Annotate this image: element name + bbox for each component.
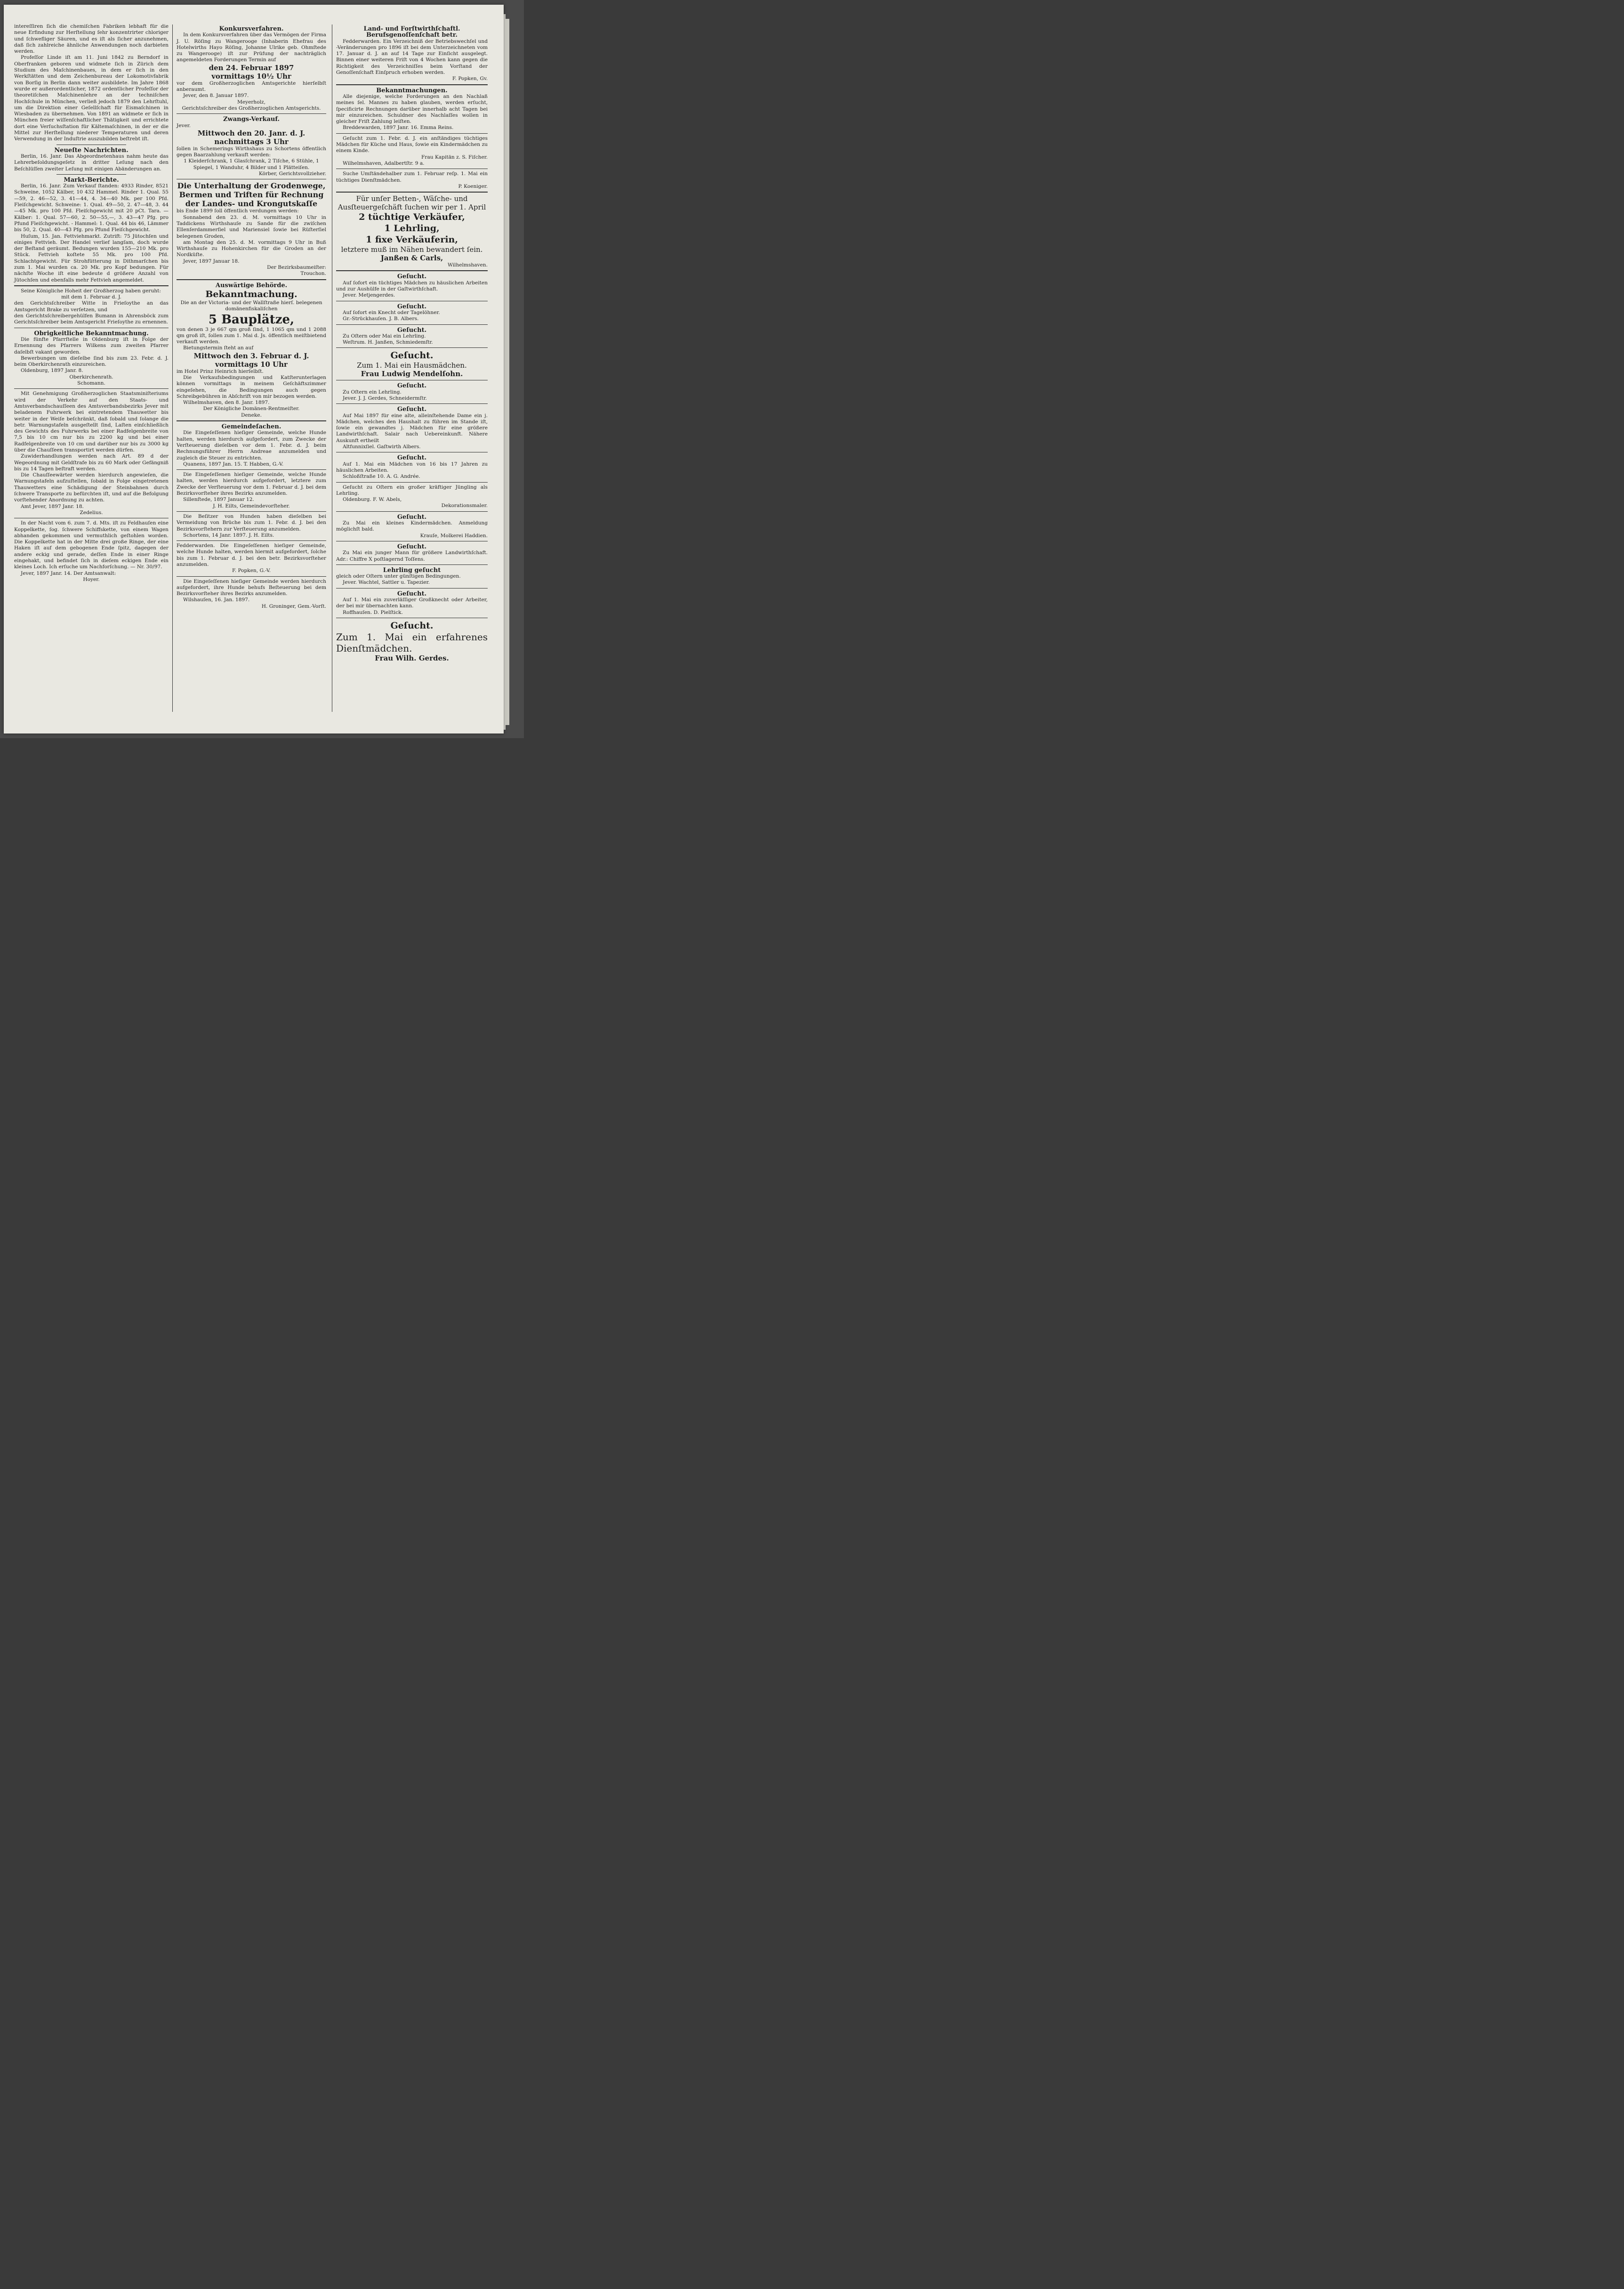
page-edge (506, 19, 509, 725)
text-line: den Gerichtsſchreiber Witte in Frieſoythe an das Amtsgericht Brake zu verſetzen, und (14, 300, 169, 313)
text-line: vor dem Großherzoglichen Amtsgerichte hierſelbſt anberaumt. (177, 80, 326, 93)
text-line: von denen 3 je 667 qm groß ſind, 1 1065 qm und 1 2088 qm groß iſt, ſollen zum 1. Mai d. Js. öffentlich meiſtbietend verkauft werden. (177, 326, 326, 345)
text-line: Auf ſofort ein tüchtiges Mädchen zu häuslichen Arbeiten und zur Aushülfe in der Gaſtwirthſchaft. (336, 280, 488, 292)
rule-divider (336, 482, 488, 483)
text-line: Auf 1. Mai ein zuverläſſiger Großknecht oder Arbeiter, der bei mir übernachten kann. (336, 597, 488, 609)
rule-divider (177, 469, 326, 470)
text-line: Jever. (177, 122, 191, 129)
rule-divider (336, 133, 488, 134)
text-line: Geſucht zu Oſtern ein großer kräftiger Jüngling als Lehrling. (336, 484, 488, 496)
text-line: ſollen in Schemerings Wirthshaus zu Schortens öffentlich gegen Baarzahlung verkauft werden: (177, 145, 326, 158)
text-line: Breddewarden, 1897 Janr. 16. Emma Reins. (343, 125, 454, 131)
text-line: im Hotel Prinz Heinrich hierſelbſt. (177, 368, 264, 374)
rule-divider (336, 270, 488, 271)
text-line: Schortens, 14 Janr. 1897. J. H. Eilts. (183, 532, 274, 538)
text-line: F. Popken, G.-V. (232, 568, 271, 574)
text-line: Weſtrum. H. Janßen, Schmiedemſtr. (343, 339, 433, 346)
rule-divider (336, 192, 488, 193)
text-line: Wilhelmshaven, Adalbertſtr. 9 a. (343, 160, 425, 166)
text-line: Körber, Gerichtsvollzieher. (258, 171, 326, 177)
text-line: Zu Mai ein junger Mann für größere Landwirthſchaft. Adr.: Chiffre X poſtlagernd Toſſens. (336, 550, 488, 562)
text-line: Dekorationsmaler. (441, 503, 488, 509)
text-line: Die Verkaufsbedingungen und Katſterunterlagen können vormittags in meinem Geſchäftszimmer eingeſehen, die Bedingungen auch gegen Schreibgebühren in Abſchrift von mir bezogen werden. (177, 374, 326, 399)
text-line: In dem Konkursverfahren über das Vermögen der Firma J. U. Röſing zu Wangerooge (Inhaberin Ehefrau des Hotelwirths Hayo Röſing, Johanne Ulrike geb. Ohmſtede zu Wangerooge) iſt zur Prüfung der nachträglich angemeldeten Forderungen Termin auf (177, 32, 326, 63)
text-line: Die fünfte Pfarrſtelle in Oldenburg iſt in Folge der Ernennung des Pfarrers Wilkens zum zweiten Pfarrer daſelbſt vakant geworden. (14, 336, 169, 355)
text-line: intereſſiren ſich die chemiſchen Fabriken lebhaft für die neue Erfindung zur Herſtellung ſehr konzentrirter chloriger und ſchwefliger Säuren, und es iſt als ſicher anzunehmen, daß ſich zahlreiche ähnliche Anwendungen noch darbieten werden. (14, 24, 169, 55)
rule-divider (177, 511, 326, 512)
section-heading: Geſucht. (397, 326, 427, 334)
text-line: Schloßſtraße 10. A. G. Andrée. (343, 474, 420, 480)
newspaper-page (4, 5, 504, 733)
text-line: Sonnabend den 23. d. M. vormittags 10 Uhr in Taddickens Wirthshauſe zu Sande für die zwiſchen Ellenſerdammerſiel und Mariensiel ſowie bei Rüſterſiel belegenen Groden, (177, 214, 326, 239)
scanned-newspaper-page (0, 0, 524, 738)
text-line: Jever, den 8. Januar 1897. (183, 93, 249, 99)
text-line: Die Eingeſeſſenen hieſiger Gemeinde, welche Hunde halten, werden hierdurch aufgefordert, letztere zum Zwecke der Verſteuerung vor dem 1. Februar d. J. bei dem Bezirksvorſteher ihres Bezirks anzumelden. (177, 472, 326, 497)
section-heading: 1 Lehrling, (384, 223, 440, 234)
text-line: Suche Umſtändehalber zum 1. Februar reſp. 1. Mai ein tüchtiges Dienſtmädchen. (336, 171, 488, 183)
rule-divider (14, 388, 169, 389)
rule-divider (177, 113, 326, 114)
text-line: Auf 1. Mai ein Mädchen von 16 bis 17 Jahren zu häuslichen Arbeiten. (336, 461, 488, 473)
column-left (14, 24, 169, 583)
text-line: Trouchon. (300, 271, 326, 277)
text-line: Altfunnixſiel. Gaſtwirth Albers. (343, 444, 421, 450)
section-heading: Geſucht. (397, 273, 427, 281)
text-line: Mittwoch den 20. Janr. d. J. (197, 129, 306, 137)
text-line: Der Königliche Domänen-Rentmeiſter. (203, 406, 300, 412)
section-heading: Land- und Forſtwirthſchaftl. Berufsgenoſſenſchaft betr. (363, 25, 460, 39)
text-line: Jever, 1897 Januar 18. (183, 258, 240, 264)
section-heading: Geſucht. (390, 350, 434, 361)
text-line: nachmittags 3 Uhr (214, 137, 289, 146)
text-line: Profeſſor Linde iſt am 11. Juni 1842 zu Berndorf in Oberfranken geboren und widmete ſich in Zürich dem Studium des Maſchinenbaues, in dem er ſich in den Werkſtätten und dem Zeichenbureau der Lokomotivfabrik von Borſig in Berlin dann weiter ausbildete. Im Jahre 1868 wurde er außerordentlicher, 1872 ordentlicher Profeſſor der theoretiſchen Maſchinenlehre an der techniſchen Hochſchule in München, verließ jedoch 1879 den Lehrſtuhl, um die Direktion einer Geſellſchaft für Eismaſchinen in Wiesbaden zu übernehmen. Von 1891 an widmete er ſich in München freier wiſſenſchaftlicher Thätigkeit und errichtete dort eine Verſuchsſtation für Kältemaſchinen, in der er die Mittel zur Herſtellung niederer Temperaturen und deren Verwendung in der Induſtrie auszubilden beſtrebt iſt. (14, 55, 169, 142)
text-line: Zum 1. Mai ein erfahrenes Dienſtmädchen. (336, 631, 488, 654)
text-line: gleich oder Oſtern unter günſtigen Bedingungen. (336, 573, 461, 580)
text-line: Zu Oſtern ein Lehrling. (343, 389, 402, 395)
rule-divider (336, 403, 488, 404)
text-line: letztere muß im Nähen bewandert ſein. (341, 245, 483, 254)
text-line: Wilshauſen, 16. Jan. 1897. (183, 597, 250, 603)
text-line: 1 Kleiderſchrank, 1 Glasſchrank, 2 Tiſche, 6 Stühle, 1 Spiegel, 1 Wanduhr, 4 Bilder und 1 Plätteiſen. (184, 158, 319, 170)
text-line: Die Chauſſeewärter werden hierdurch angewieſen, die Warnungstafeln aufzuſtellen, ſobald in Folge eingetretenen Thauwetters eine Schädigung der Steinbahnen durch ſchwere Transporte zu befürchten iſt, und auf die Befolgung vorſtehender Anordnung zu achten. (14, 472, 169, 503)
text-line: Amt Jever, 1897 Janr. 18. (21, 503, 84, 509)
rule-divider (336, 511, 488, 512)
text-line: Huſum, 15. Jan. Fettviehmarkt. Zutrift: 75 Jütochſen und einiges Fettvieh. Der Handel verlief langſam, doch wurde der Beſtand geräumt. Bedungen wurden 155—210 Mk. pro Stück. Fettvieh koſtete 55 Mk. pro 100 Pfd. Schlachtgewicht. Für Strohfütterung in Dithmarſchen bis zum 1. Mai wurden ca. 20 Mk. pro Kopf bedungen. Für nächſte Woche iſt eine bedeute d größere Anzahl von Jütochſen und ebenfalls mehr Fettvieh angemeldet. (14, 233, 169, 283)
text-line: Bewerbungen um dieſelbe ſind bis zum 23. Febr. d. J. beim Oberkirchenrath einzureichen. (14, 355, 169, 368)
text-line: Alle diejenige, welche Forderungen an den Nachlaß meines ſel. Mannes zu haben glauben, werden erſucht, ſpecificirte Rechnungen darüber innerhalb acht Tagen bei mir einzureichen. Schuldner des Nachlaſſes wollen in gleicher Friſt Zahlung leiſten. (336, 93, 488, 125)
text-line: Oberkirchenrath. (69, 374, 113, 380)
text-line: Die an der Victoria- und der Wallſtraße hierſ. belegenen domänenfiskaliſchen (180, 299, 322, 312)
rule-divider (336, 324, 488, 325)
text-line: H. Groninger, Gem.-Vorſt. (261, 603, 326, 609)
text-line: Die Eingeſeſſenen hieſiger Gemeinde, welche Hunde halten, werden hierdurch aufgefordert, zum Zwecke der Verſteuerung dieſelben vor dem 1. Febr. d. J. beim Rechnungsführer Herrn Andreae anzumelden und zugleich die Steuer zu entrichten. (177, 430, 326, 461)
text-line: Zuwiderhandlungen werden nach Art. 89 d der Wegeordnung mit Geldſtrafe bis zu 60 Mark oder Gefängniß bis zu 14 Tagen beſtraft werden. (14, 453, 169, 472)
text-line: Zu Mai ein kleines Kindermädchen. Anmeldung möglichſt bald. (336, 520, 488, 532)
text-line: Frau Wilh. Gerdes. (375, 653, 449, 662)
section-heading: Auswärtige Behörde. (215, 282, 288, 289)
section-heading: Geſucht. (397, 303, 427, 310)
text-line: Jever. Metjengerdes. (343, 292, 395, 298)
text-line: Fedderwarden. Ein Verzeichniß der Betriebswechſel und -Veränderungen pro 1896 iſt bei dem Unterzeichneten vom 17. Januar d. J. an auf 14 Tage zur Einſicht ausgelegt. Binnen einer weiteren Friſt von 4 Wochen kann gegen die Richtigkeit des Verzeichniſſes beim Vorſtand der Genoſſenſchaft Einſpruch erhoben werden. (336, 38, 488, 76)
section-heading: Geſucht. (397, 590, 427, 597)
text-line: Der Bezirksbaumeiſter: (267, 265, 326, 271)
text-line: Janßen & Carls, (380, 254, 443, 263)
rule-divider (177, 540, 326, 541)
text-line: Krauſe, Molkerei Haddien. (420, 532, 488, 539)
section-heading: 5 Bauplätze, (208, 312, 295, 327)
text-line: Oldenburg, 1897 Janr. 8. (21, 368, 83, 374)
rule-divider (56, 174, 126, 175)
text-line: Sillenſtede, 1897 Januar 12. (183, 497, 254, 503)
text-line: Jever, 1897 Janr. 14. Der Amtsanwalt: (21, 570, 116, 576)
text-line: vormittags 10 Uhr (215, 360, 288, 369)
section-heading: Geſucht. (397, 406, 427, 413)
text-line: Zum 1. Mai ein Hausmädchen. (357, 361, 467, 370)
text-line: Die Eingeſeſſenen hieſiger Gemeinde werden hierdurch aufgefordert, ihre Hunde behufs Beſteuerung bei dem Bezirksvorſteher ihres Bezirks anzumelden. (177, 578, 326, 597)
text-line: den 24. Februar 1897 (209, 63, 294, 72)
section-heading: Geſucht. (397, 454, 427, 462)
text-line: Mittwoch den 3. Februar d. J. (193, 351, 309, 360)
text-line: Frau Kapitän z. S. Fiſcher. (421, 154, 488, 160)
section-heading: Bekanntmachung. (205, 289, 297, 299)
section-heading: Lehrling geſucht (383, 566, 441, 574)
text-line: In der Nacht vom 6. zum 7. d. Mts. iſt zu Feldhauſen eine Koppelkette, ſog. ſchwere Schiffskette, von einem Wagen abhanden gekommen und vermuthlich geſtohlen worden. Die Koppelkette hat in der Mitte drei große Ringe, der eine Haken iſt auf dem gebogenen Ende ſpitz, dagegen der andere eckig und gerade, deſſen Ende in einer Ringe eingehakt, und befindet ſich in dieſem eckigen Ende ein kleines Loch. Ich erſuche um Nachforſchung. — Nr. 30/97. (14, 520, 169, 570)
rule-divider (14, 285, 169, 286)
text-line: Wilhelmshaven. (447, 262, 488, 268)
section-heading: Gemeindeſachen. (221, 423, 281, 431)
section-heading: Geſucht. (397, 513, 427, 521)
section-heading: Bekanntmachungen. (376, 87, 448, 94)
text-line: Berlin, 16. Janr. Das Abgeordnetenhaus nahm heute das Lehrerbeſoldungsgeſetz in dritter Leſung nach den Beſchlüſſen zweiter Leſung mit einigen Abänderungen an. (14, 153, 169, 172)
text-line: vormittags 10½ Uhr (211, 72, 291, 81)
section-heading: Geſucht. (397, 382, 427, 390)
text-line: Für unſer Betten-, Wäſche- und Ausſteuergeſchäft ſuchen wir per 1. April (338, 194, 486, 212)
rule-divider (336, 564, 488, 565)
text-line: Deneke. (241, 412, 262, 418)
text-line: bis Ende 1899 ſoll öffentlich verdungen werden: (177, 208, 299, 214)
section-heading: Geſucht. (397, 543, 427, 550)
section-heading: Zwangs-Verkauf. (223, 116, 280, 123)
section-heading: Konkursverfahren. (219, 25, 284, 32)
section-heading: Neueſte Nachrichten. (54, 146, 129, 154)
text-line: mit dem 1. Februar d. J. (61, 294, 121, 300)
section-heading: Markt-Berichte. (64, 176, 119, 184)
rule-divider (177, 576, 326, 577)
text-line: Gerichtsſchreiber des Großherzoglichen Amtsgerichts. (182, 105, 321, 111)
text-line: Berlin, 16. Janr. Zum Verkauf ſtanden: 4933 Rinder, 8521 Schweine, 1052 Kälber, 10 432 Hammel. Rinder 1. Qual. 55—59, 2. 46—52, 3. 41—44, 4. 34—40 Mk. per 100 Pfd. Fleiſchgewicht. Schweine: 1. Qual. 49—50, 2. 47—48, 3. 44—45 Mk. pro 100 Pfd. Fleiſchgewicht mit 20 pCt. Tara. — Kälber: 1. Qual. 57—60, 2. 50—55,—, 3. 43—47 Pfg. pro Pfund Fleiſchgewicht. - Hammel: 1. Qual. 44 bis 46, Lämmer bis 50, 2. Qual. 40—43 Pfg. pro Pfund Fleiſchgewicht. (14, 183, 169, 233)
column-middle (177, 24, 326, 610)
text-line: Zedelius. (80, 509, 103, 516)
text-line: Jever. Wachtel, Sattler u. Tapezier. (343, 580, 430, 586)
text-line: J. H. Eilts, Gemeindevorſteher. (213, 503, 290, 509)
column-right (336, 24, 488, 662)
section-heading: Geſucht. (390, 620, 434, 631)
column-divider (172, 24, 173, 712)
text-line: Wilhelmshaven, den 8. Janr. 1897. (183, 400, 270, 406)
section-heading: Obrigkeitliche Bekanntmachung. (34, 330, 149, 337)
text-line: Seine Königliche Hoheit der Großherzog haben geruht: (21, 288, 161, 294)
text-line: P. Koeniger. (458, 183, 488, 189)
rule-divider (336, 347, 488, 348)
text-line: F. Popken, Gv. (452, 76, 488, 82)
rule-divider (177, 279, 326, 280)
rule-divider (177, 420, 326, 421)
section-heading: 1 fixe Verkäuferin, (366, 234, 458, 245)
text-line: Zu Oſtern oder Mai ein Lehrling. (343, 333, 426, 339)
text-line: Gr.-Strückhauſen. J. B. Albers. (343, 316, 419, 322)
text-line: Die Beſitzer von Hunden haben dieſelben bei Vermeidung von Brüche bis zum 1. Febr. d. J. bei den Bezirksvorſtehern zur Verſteuerung anzumelden. (177, 513, 326, 532)
text-line: Fedderwarden. Die Eingeſeſſenen hieſiger Gemeinde, welche Hunde halten, werden hiermit aufgefordert, ſolche bis zum 1. Februar d. J. bei den betr. Bezirksvorſteher anzumelden. (177, 543, 326, 567)
text-line: Auf ſofort ein Knecht oder Tagelöhner. (343, 309, 440, 315)
text-line: Auf Mai 1897 für eine alte, alleinſtehende Dame ein j. Mädchen, welches den Haushalt zu führen im Stande iſt, ſowie ein gewandtes j. Mädchen für eine größere Landwirthſchaft. Salair nach Uebereinkunft. Nähere Auskunft ertheilt (336, 412, 488, 443)
section-heading: Die Unterhaltung der Grodenwege, Bermen und Triften für Rechnung der Landes- und Krongutskaſſe (177, 181, 326, 209)
text-line: den Gerichtsſchreibergehülfen Bumann in Ahrensböck zum Gerichtsſchreiber beim Amtsgericht Frieſoythe zu ernennen. (14, 313, 169, 325)
text-line: Oldenburg. F. W. Abels, (343, 497, 402, 503)
text-line: Roffhauſen. D. Pielſtick. (343, 609, 403, 615)
text-line: Geſucht zum 1. Febr. d. J. ein anſtändiges tüchtiges Mädchen für Küche und Haus, ſowie ein Kindermädchen zu einem Kinde. (336, 135, 488, 154)
rule-divider (336, 84, 488, 85)
text-line: Jever. J. J. Gerdes, Schneidermſtr. (343, 395, 427, 401)
section-heading: 2 tüchtige Verkäufer, (359, 212, 465, 223)
text-line: Bietungstermin ſteht an auf (183, 345, 254, 351)
text-line: Hoyer. (83, 576, 100, 582)
text-line: Meyerholz, (237, 99, 265, 105)
text-line: Quanens, 1897 Jan. 15. T. Habben, G.-V. (183, 461, 284, 467)
text-line: Mit Genehmigung Großherzoglichen Staatsminiſteriums wird der Verkehr auf den Staats- und Amtsverbandschauſſeen des Amtsverbandsbezirks Jever mit beladenem Fuhrwerk bei eintretendem Thauwetter bis weiter in der Weiſe beſchränkt, daß ſobald und ſolange die betr. Warnungstafeln ausgeſtellt ſind, Laſten einſchließlich des Gewichts des Fuhrwerks bei einer Radfelgenbreite von 7,5 bis 10 cm nur bis zu 2200 kg und bei einer Radfelgenbreite von 10 cm und darüber nur bis zu 3000 kg über die Chauſſeen transportirt werden dürfen. (14, 391, 169, 453)
text-line: Frau Ludwig Mendelſohn. (361, 370, 463, 379)
text-line: am Montag den 25. d. M. vormittags 9 Uhr in Buß Wirthshauſe zu Hohenkirchen für die Groden an der Nordküſte. (177, 239, 326, 258)
text-line: Schomann. (77, 380, 105, 387)
